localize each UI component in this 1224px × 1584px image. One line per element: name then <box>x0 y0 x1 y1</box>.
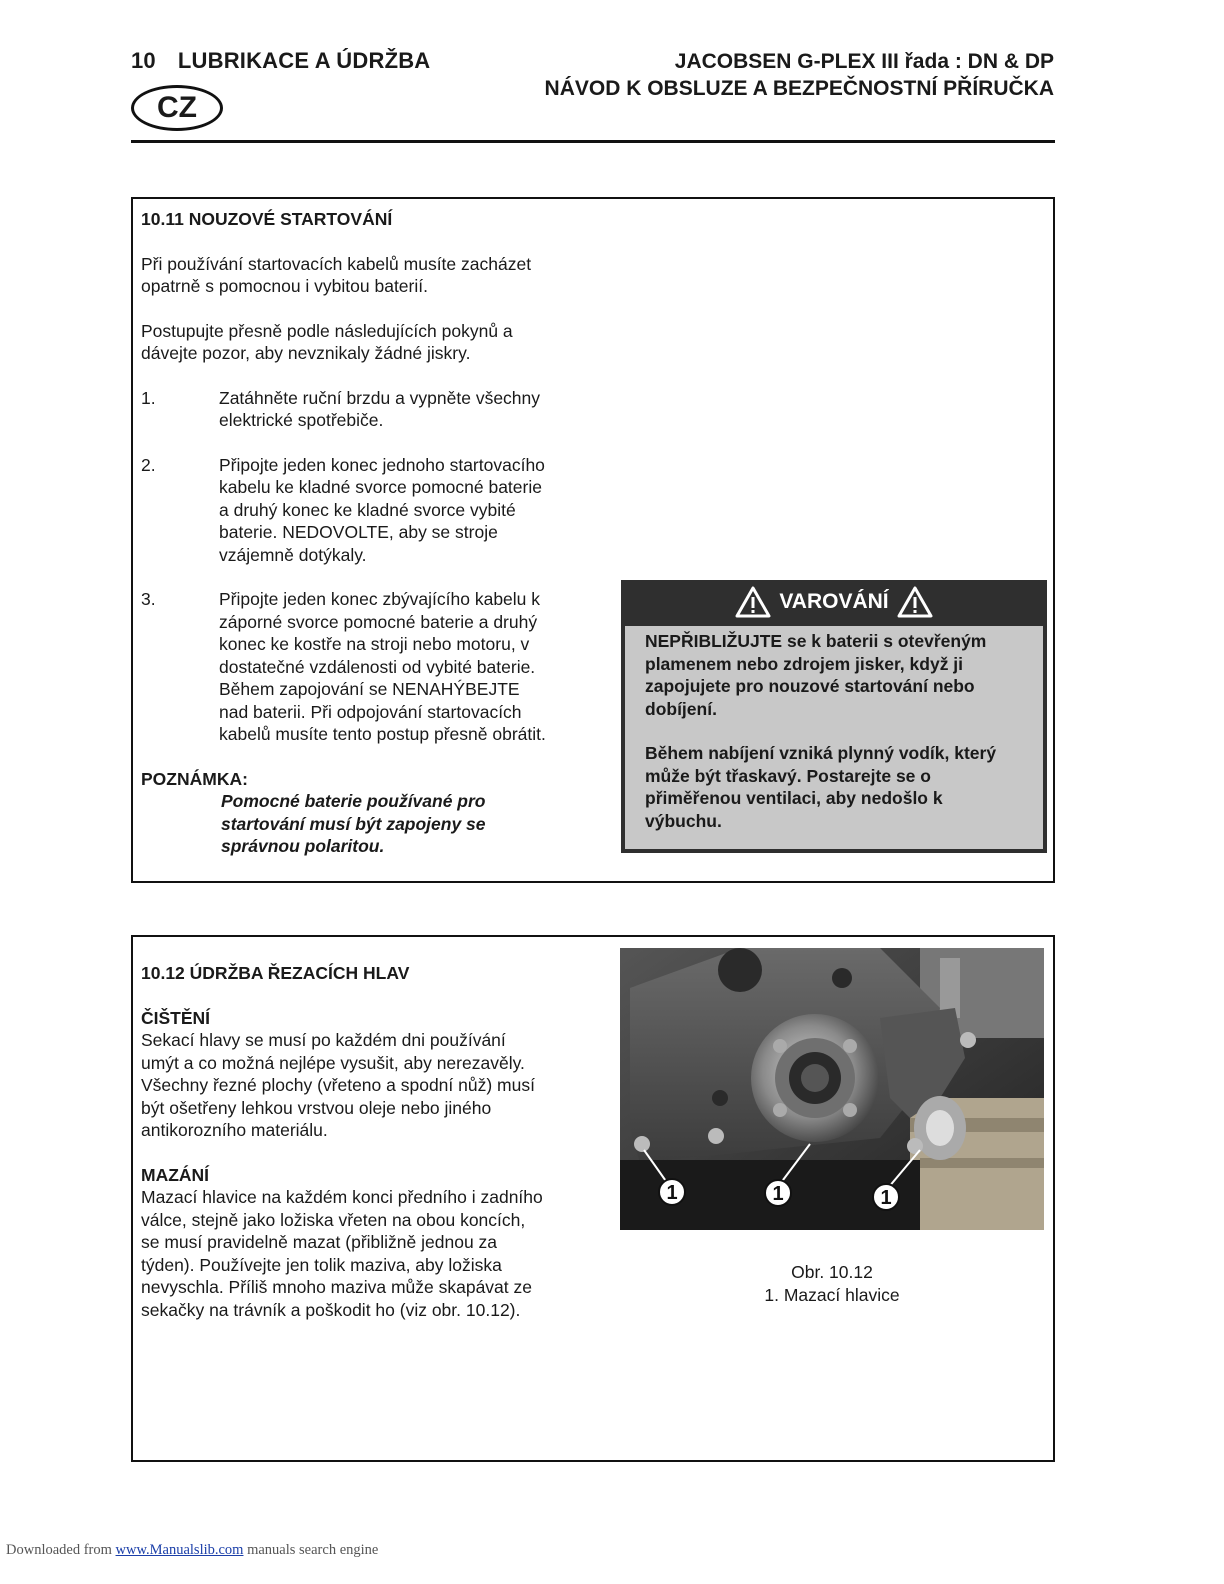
page-number: 10 <box>131 48 156 73</box>
text-line: dávejte pozor, aby nevznikaly žádné jiskry. <box>141 343 471 363</box>
text-line: plamenem nebo zdrojem jisker, když ji <box>645 653 964 674</box>
document-title-line-1: JACOBSEN G-PLEX III řada : DN & DP <box>674 50 1054 73</box>
text-line: Zatáhněte ruční brzdu a vypněte všechny <box>219 387 541 408</box>
text-line: nad baterii. Při odpojování startovacích <box>219 701 522 722</box>
step-3 <box>141 588 581 746</box>
text-line: vzájemně dotýkaly. <box>219 544 367 565</box>
figure-caption <box>620 1261 1044 1307</box>
text-line: výbuchu. <box>645 810 722 831</box>
lubrication-paragraph <box>141 1186 581 1321</box>
text-line: záporné svorce pomocné baterie a druhý <box>219 611 538 632</box>
footer-suffix: manuals search engine <box>243 1542 379 1558</box>
section-cutting-head-maintenance <box>131 935 1055 1462</box>
step-number: 1. <box>141 387 156 408</box>
section-heading: 10.11 NOUZOVÉ STARTOVÁNÍ <box>141 209 393 229</box>
step-text <box>219 588 581 746</box>
text-line: kabelů musíte tento postup přesně obrátit. <box>219 724 546 744</box>
section-emergency-start <box>131 197 1055 883</box>
step-text <box>219 387 581 432</box>
warning-header <box>621 580 1047 624</box>
text-line: Všechny řezné plochy (vřeteno a spodní nůž) musí <box>141 1075 535 1095</box>
manualslib-link[interactable]: www.Manualslib.com <box>115 1542 244 1558</box>
text-line: opatrně s pomocnou i vybitou baterií. <box>141 276 428 296</box>
callout-1 <box>659 1179 685 1205</box>
text-line: Během nabíjení vzniká plynný vodík, který <box>645 743 997 763</box>
warning-paragraph-2 <box>645 742 1023 832</box>
text-line: dobíjení. <box>645 698 717 719</box>
text-line: Mazací hlavice na každém konci předního i zadního <box>141 1187 543 1207</box>
step-number: 2. <box>141 454 156 475</box>
warning-box <box>621 580 1047 853</box>
figure-number: Obr. 10.12 <box>791 1262 873 1282</box>
section-title: LUBRIKACE A ÚDRŽBA <box>177 48 431 73</box>
cutting-head-photo-illustration <box>620 948 1044 1230</box>
text-line: se musí pravidelně mazat (přibližně jednou za <box>141 1232 498 1252</box>
text-line: NEPŘIBLIŽUJTE se k baterii s otevřeným <box>645 631 987 651</box>
section-heading: 10.12 ÚDRŽBA ŘEZACÍCH HLAV <box>141 963 410 983</box>
emergency-start-text <box>141 208 581 858</box>
warning-body <box>625 626 1043 849</box>
note-text <box>221 790 581 858</box>
warning-paragraph-1 <box>645 630 1023 720</box>
text-line: může být třaskavý. Postarejte se o <box>645 765 931 786</box>
intro-paragraph-1 <box>141 253 581 298</box>
warning-triangle-icon <box>735 586 771 618</box>
text-line: Sekací hlavy se musí po každém dni používání <box>141 1030 506 1050</box>
figure-legend: 1. Mazací hlavice <box>764 1285 900 1305</box>
step-2 <box>141 454 581 567</box>
text-line: Během zapojování se NENAHÝBEJTE <box>219 679 520 699</box>
page-header-left <box>131 48 430 74</box>
callout-1 <box>873 1184 899 1210</box>
text-line: dostatečné vzdálenosti od vybité baterie. <box>219 656 536 677</box>
step-text <box>219 454 581 567</box>
text-line: konec ke kostře na stroji nebo motoru, v <box>219 634 530 654</box>
document-title-line-2: NÁVOD K OBSLUZE A BEZPEČNOSTNÍ PŘÍRUČKA <box>544 77 1054 100</box>
cleaning-heading: ČIŠTĚNÍ <box>141 1007 211 1028</box>
lubrication-heading: MAZÁNÍ <box>141 1164 210 1185</box>
footer-prefix: Downloaded from <box>6 1542 116 1558</box>
note-label: POZNÁMKA: <box>141 768 248 789</box>
text-line: Pomocné baterie používané pro <box>221 791 486 811</box>
text-line: být ošetřeny lehkou vrstvou oleje nebo jiného <box>141 1097 492 1118</box>
text-line: startování musí být zapojeny se <box>221 813 486 834</box>
callout-label: 1 <box>666 1182 678 1204</box>
intro-paragraph-2 <box>141 320 581 365</box>
text-line: nevyschla. Příliš mnoho maziva může skapávat ze <box>141 1277 532 1297</box>
text-line: baterie. NEDOVOLTE, aby se stroje <box>219 522 498 542</box>
text-line: Připojte jeden konec zbývajícího kabelu k <box>219 589 541 609</box>
text-line: antikorozního materiálu. <box>141 1120 328 1140</box>
cutting-head-text <box>141 962 581 1321</box>
step-number: 3. <box>141 589 156 609</box>
text-line: elektrické spotřebiče. <box>219 410 384 430</box>
callout-label: 1 <box>880 1187 892 1209</box>
text-line: kabelu ke kladné svorce pomocné baterie <box>219 477 542 497</box>
text-line: přiměřenou ventilaci, aby nedošlo k <box>645 788 943 808</box>
cleaning-paragraph <box>141 1029 581 1142</box>
step-1 <box>141 387 581 432</box>
language-badge: CZ <box>131 85 223 131</box>
text-line: umýt a co možná nejlépe vysušit, aby nerezavěly. <box>141 1052 525 1073</box>
figure-10-12-photo <box>620 948 1044 1230</box>
callout-label: 1 <box>772 1183 784 1205</box>
text-line: sekačky na trávník a poškodit ho (viz obr. 10.12). <box>141 1299 521 1320</box>
callout-1 <box>765 1180 791 1206</box>
text-line: a druhý konec ke kladné svorce vybité <box>219 499 516 520</box>
text-line: správnou polaritou. <box>221 836 385 856</box>
download-footer <box>6 1542 378 1559</box>
text-line: válce, stejně jako ložiska vřeten na obou koncích, <box>141 1209 526 1230</box>
text-line: Postupujte přesně podle následujících pokynů a <box>141 320 513 341</box>
document-title <box>545 48 1054 102</box>
text-line: zapojujete pro nouzové startování nebo <box>645 676 975 696</box>
warning-title: VAROVÁNÍ <box>779 590 889 613</box>
text-line: Při používání startovacích kabelů musíte zacházet <box>141 253 532 274</box>
warning-triangle-icon <box>897 586 933 618</box>
text-line: týden). Používejte jen tolik maziva, aby ložiska <box>141 1254 502 1275</box>
text-line: Připojte jeden konec jednoho startovacího <box>219 454 545 475</box>
header-rule <box>131 140 1055 143</box>
